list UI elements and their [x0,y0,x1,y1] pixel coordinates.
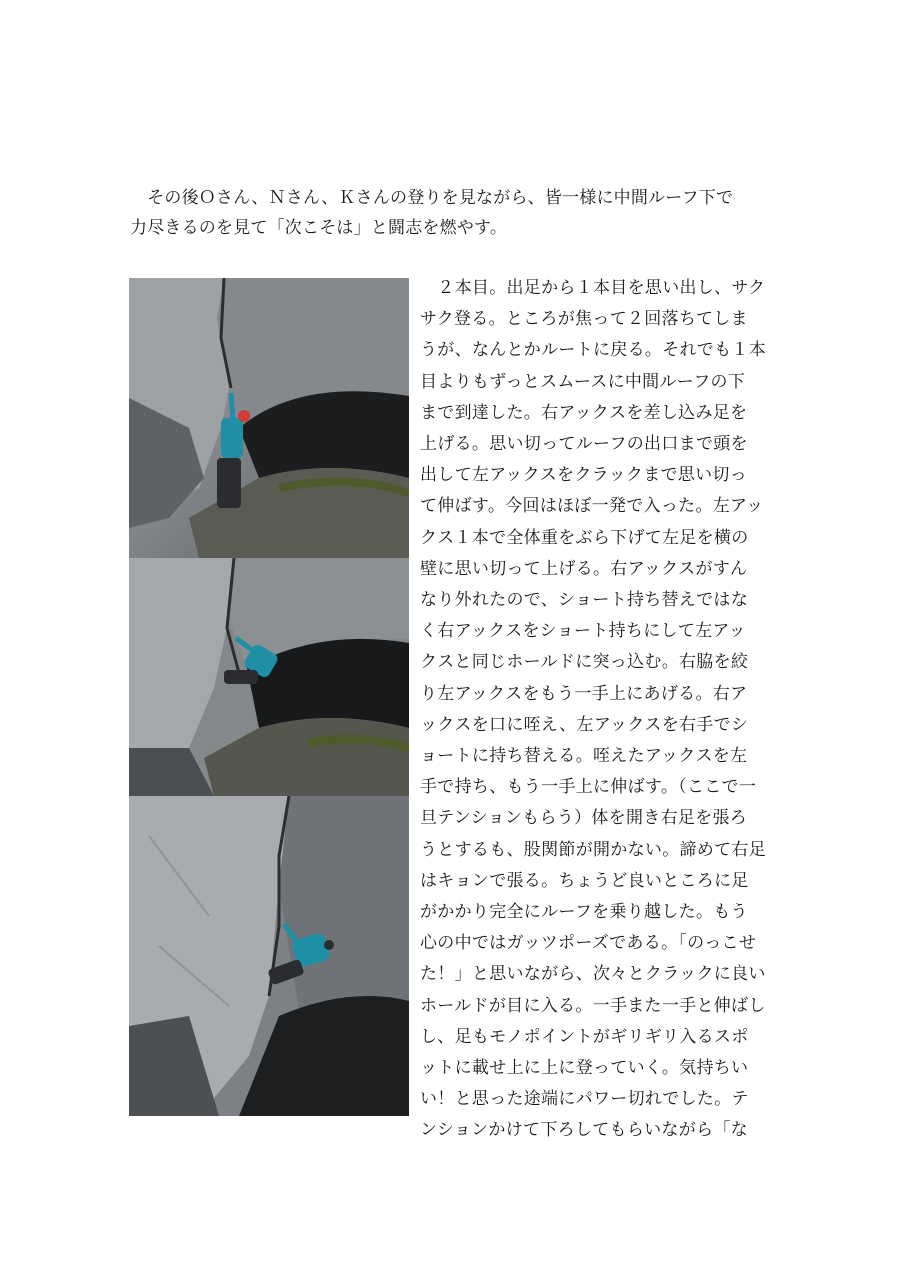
body-line-27: い！と思った途端にパワー切れでした。テ [420,1089,749,1110]
body-line-22: 心の中ではガッツポーズである。「のっこせ [420,933,757,954]
body-line-20: はキョンで張る。ちょうど良いところに足 [420,870,749,891]
body-paragraph [420,273,778,1147]
body-line-26: ットに載せ上に上に登っていく。気持ちい [420,1058,749,1079]
body-line-21: がかかり完全にルーフを乗り越した。もう [420,902,748,923]
body-line-9: クス１本で全体重をぶら下げて左足を横の [420,527,749,548]
body-line-2: サク登る。ところが焦って２回落ちてしま [420,309,748,330]
body-line-16: ョートに持ち替える。咥えたアックスを左 [420,746,748,767]
body-line-1: ２本目。出足から１本目を思い出し、サク [420,278,766,298]
body-line-14: り左アックスをもう一手上にあげる。右ア [420,683,748,704]
body-line-13: クスと同じホールドに突っ込む。右脇を絞 [420,652,749,673]
intro-paragraph [130,183,776,243]
body-line-3: うが、なんとかルートに戻る。それでも１本 [420,340,766,361]
body-line-25: し、足もモノポイントがギリギリ入るスポ [420,1026,749,1047]
body-line-17: 手で持ち、もう一手上に伸ばす。（ここで一 [420,777,757,798]
climbing-photo-3 [129,796,409,1116]
body-line-10: 壁に思い切って上げる。右アックスがすん [420,558,748,579]
climbing-photo-2 [129,558,409,796]
body-line-24: ホールドが目に入る。一手また一手と伸ばし [420,995,766,1016]
body-line-12: く右アックスをショート持ちにして左アッ [420,621,746,642]
intro-line-1: その後Ｏさん、Ｎさん、Ｋさんの登りを見ながら、皆一様に中間ルーフ下で [130,188,734,208]
body-line-6: 上げる。思い切ってルーフの出口まで頭を [420,434,748,455]
body-line-4: 目よりもずっとスムースに中間ルーフの下 [420,371,746,392]
body-line-18: 旦テンションもらう）体を開き右足を張ろ [420,808,748,829]
body-line-28: ンションかけて下ろしてもらいながら「な [420,1120,748,1141]
body-line-5: まで到達した。右アックスを差し込み足を [420,402,748,423]
intro-line-2: 力尽きるのを見て「次こそは」と闘志を燃やす。 [130,218,508,238]
body-line-23: た！」と思いながら、次々とクラックに良い [420,964,766,985]
climbing-photo-sequence [129,278,409,1116]
body-line-8: て伸ばす。今回はほぼ一発で入った。左アッ [420,496,764,517]
climbing-photo-1 [129,278,409,558]
body-line-15: ックスを口に咥え、左アックスを右手でシ [420,714,749,735]
body-line-11: なり外れたので、ショート持ち替えではな [420,590,749,611]
body-line-19: うとするも、股関節が開かない。諦めて右足 [420,839,766,860]
body-line-7: 出して左アックスをクラックまで思い切っ [420,465,747,486]
